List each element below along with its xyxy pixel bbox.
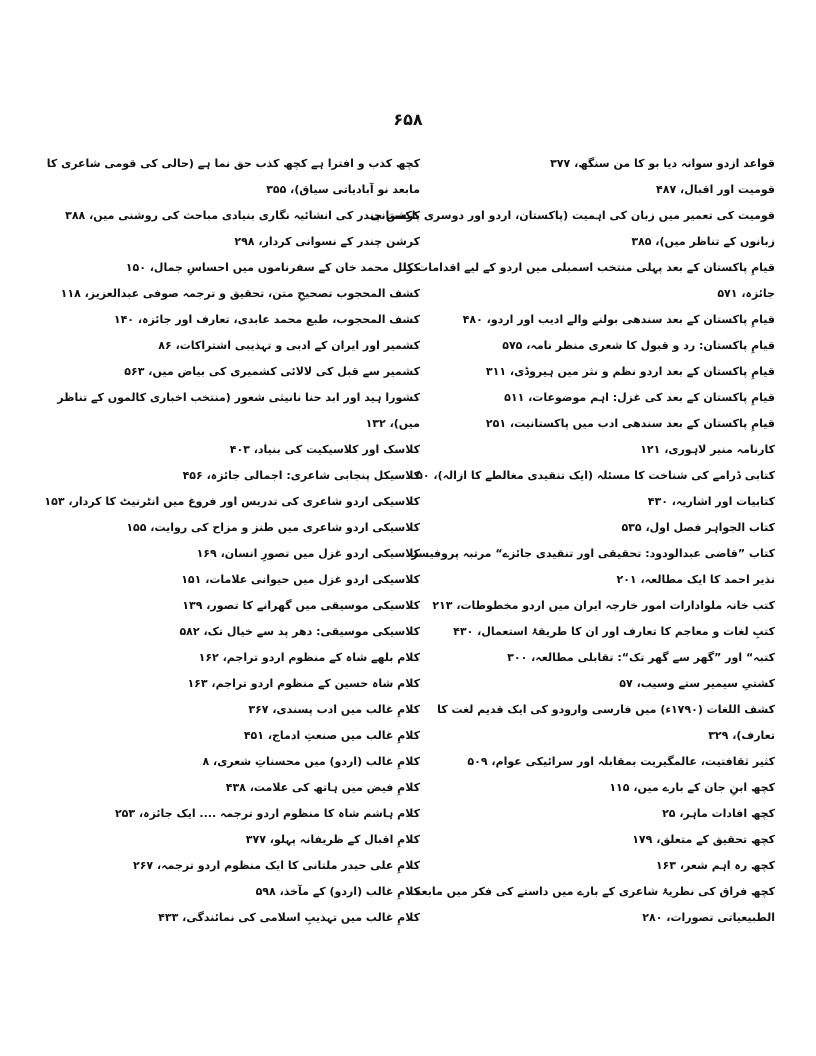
index-entry: کشف اللغات (۱۷۹۰ء) میں فارسی وارودو کی ایک قدیم لغت کا — [437, 702, 775, 716]
index-entry: کلاسیکی اردو غزل میں حیوانی علامات، ۱۵۱ — [181, 572, 420, 586]
index-entry: قومیت کی تعمیر میں زبان کی اہمیت (پاکستان، اردو اور دوسری پاکستانی — [370, 208, 775, 222]
index-entry: کشورا ہید اور ابد حنا نانیثی شعور (منتخب اخباری کالموں کے تناظر — [57, 390, 420, 404]
index-column-left — [44, 150, 420, 930]
index-entry: کلامِ غالب (اردو) کے مآخذ، ۵۹۸ — [255, 884, 420, 898]
index-entry: کچھ تحقیق کے متعلق، ۱۷۹ — [632, 832, 775, 846]
index-entry: کشف المحجوب تصحیحِ متن، تحقیق و ترجمہ صوفی عبدالعزیز، ۱۱۸ — [60, 286, 420, 300]
index-entry: کلاسیکی اردو شاعری کی تدریس اور فروغ میں انٹرنیٹ کا کردار، ۱۵۳ — [44, 494, 420, 508]
index-entry: قیامِ پاکستان کے بعد سندھی بولنے والے ادیب اور اردو، ۴۸۰ — [462, 312, 775, 326]
index-entry: زبانوں کے تناظر میں)، ۳۸۵ — [631, 234, 775, 248]
index-entry: کتاب ”قاضی عبدالودود: تحقیقی اور تنقیدی جائزے“ مرتبہ پروفیسر — [411, 546, 775, 560]
index-entry: کچھ افادات ماہر، ۲۵ — [662, 806, 775, 820]
page-number: ۶۵۸ — [393, 110, 423, 129]
index-entry: کرشن چندر کی انشائیہ نگاری بنیادی مباحث کی روشنی میں، ۳۸۸ — [65, 208, 420, 222]
index-entry: کلام ہاشم شاہ کا منظوم اردو ترجمہ .... ایک جائزہ، ۲۵۳ — [114, 806, 420, 820]
index-entry: کلاسیکی اردو غزل میں تصورِ انسان، ۱۶۹ — [196, 546, 420, 560]
index-entry: قیامِ پاکستان: رد و قبول کا شعری منظر نامہ، ۵۷۵ — [502, 338, 775, 352]
index-entry: کلاسیکی موسیقی میں گھرانے کا تصور، ۱۳۹ — [182, 598, 420, 612]
index-entry: کلاسک اور کلاسیکیت کی بنیاد، ۴۰۳ — [229, 442, 420, 456]
index-entry: کلام بلھے شاہ کے منظوم اردو تراجم، ۱۶۲ — [198, 650, 420, 664]
index-entry: کچھ رہ اہم شعر، ۱۶۳ — [655, 858, 775, 872]
index-entry: کلامِ اقبال کے ظریفانہ پہلو، ۳۷۷ — [245, 832, 420, 846]
index-entry: کارنامہ منیر لاہوری، ۱۲۱ — [640, 442, 775, 456]
index-entry: کتابیات اور اشاریہ، ۴۳۰ — [647, 494, 775, 508]
index-entry: کتبِ لغات و معاجم کا تعارف اور ان کا طریقۂ استعمال، ۴۳۰ — [453, 624, 775, 638]
index-entry: کثیر ثقافتیت، عالمگیریت بمقابلہ اور سرائیکی عوام، ۵۰۹ — [467, 754, 775, 768]
index-entry: قواعد ازدو سوانہ دیا بو کا من سنگھ، ۳۷۷ — [550, 156, 775, 170]
index-entry: کشمیر سے قبل کی لالائی کشمیری کی بیاض میں، ۵۶۳ — [124, 364, 420, 378]
index-entry: کرشن چندر کے نسوانی کردار، ۲۹۸ — [234, 234, 420, 248]
index-entry: کشتیِ سیمیر ستے وسیب، ۵۷ — [619, 676, 775, 690]
index-entry: کلاسیکی اردو شاعری میں طنز و مزاح کی روایت، ۱۵۵ — [126, 520, 420, 534]
index-entry: قیامِ پاکستان کے بعد کی غزل: اہم موضوعات، ۵۱۱ — [504, 390, 775, 404]
index-entry: کلام شاہ حسین کے منظوم اردو تراجم، ۱۶۳ — [187, 676, 420, 690]
index-entry: کلامِ فیض میں ہاتھ کی علامت، ۴۳۸ — [225, 780, 420, 794]
index-entry: کتابی ڈرامے کی شناخت کا مسئلہ (ایک تنقیدی مغالطے کا ازالہ)، ۵۰ — [416, 468, 775, 482]
index-entry: کچھ ابنِ جان کے بارے میں، ۱۱۵ — [609, 780, 775, 794]
index-entry: کلامِ غالب میں صنعتِ ادماج، ۴۵۱ — [243, 728, 420, 742]
index-entry: کتبہ“ اور ”گھر سے گھر تک“: تقابلی مطالعہ، ۳۰۰ — [507, 650, 775, 664]
index-entry: جائزہ، ۵۷۱ — [717, 286, 775, 300]
index-entry: کشف المحجوب، طبع محمد عابدی، تعارف اور جائزہ، ۱۴۰ — [113, 312, 420, 326]
index-entry: کلاسیکی موسیقی: دھر پد سے خیال تک، ۵۸۲ — [179, 624, 420, 638]
index-entry: کلامِ غالب (اردو) میں محسناتِ شعری، ۸ — [202, 754, 420, 768]
index-entry: کچھ کذب و افترا ہے کچھ کذب حق نما ہے (حالی کی قومی شاعری کا — [46, 156, 420, 170]
index-entry: قیامِ پاکستان کے بعد اردو نظم و نثر میں ہیروڈی، ۳۱۱ — [485, 364, 775, 378]
index-entry: کلامِ علی حیدر ملتانی کا ایک منظوم اردو ترجمہ، ۲۶۷ — [132, 858, 420, 872]
index-entry: کلاسیکل پنجابی شاعری: اجمالی جائزہ، ۴۵۶ — [182, 468, 420, 482]
index-entry: تعارف)، ۳۲۹ — [708, 728, 775, 742]
index-entry: مابعد نو آبادیاتی سیاق)، ۳۵۵ — [266, 182, 420, 196]
index-entry: کلامِ غالب میں ادب پسندی، ۳۶۷ — [248, 702, 420, 716]
index-entry: کتب خانہ ملوادارات امور خارجہ ایران میں اردو مخطوطات، ۲۱۳ — [432, 598, 775, 612]
index-entry: قیامِ پاکستان کے بعد پہلی منتخب اسمبلی میں اردو کے لیے اقدامات کا — [402, 260, 775, 274]
index-entry: کچھ فراق کی نظریۂ شاعری کے بارے میں داستے کی فکر میں مابعد — [415, 884, 775, 898]
index-entry: کشمیر اور ایران کے ادبی و تہذیبی اشتراکات، ۸۶ — [158, 338, 420, 352]
index-entry: الطبیعیاتی تصورات، ۲۸۰ — [642, 910, 775, 924]
index-entry: نذیر احمد کا ایک مطالعہ، ۲۰۱ — [616, 572, 775, 586]
index-entry: میں)، ۱۳۲ — [365, 416, 420, 430]
index-entry: قیامِ پاکستان کے بعد سندھی ادب میں پاکستانیت، ۲۵۱ — [485, 416, 775, 430]
index-entry: قومیت اور اقبال، ۴۸۷ — [656, 182, 775, 196]
index-entry: کرنل محمد خان کے سفرناموں میں احساسِ جمال، ۱۵۰ — [125, 260, 420, 274]
index-entry: کتاب الجواہر فصل اول، ۵۳۵ — [621, 520, 775, 534]
index-entry: کلامِ غالب میں تہذیبِ اسلامی کی نمائندگی، ۴۳۳ — [158, 910, 420, 924]
